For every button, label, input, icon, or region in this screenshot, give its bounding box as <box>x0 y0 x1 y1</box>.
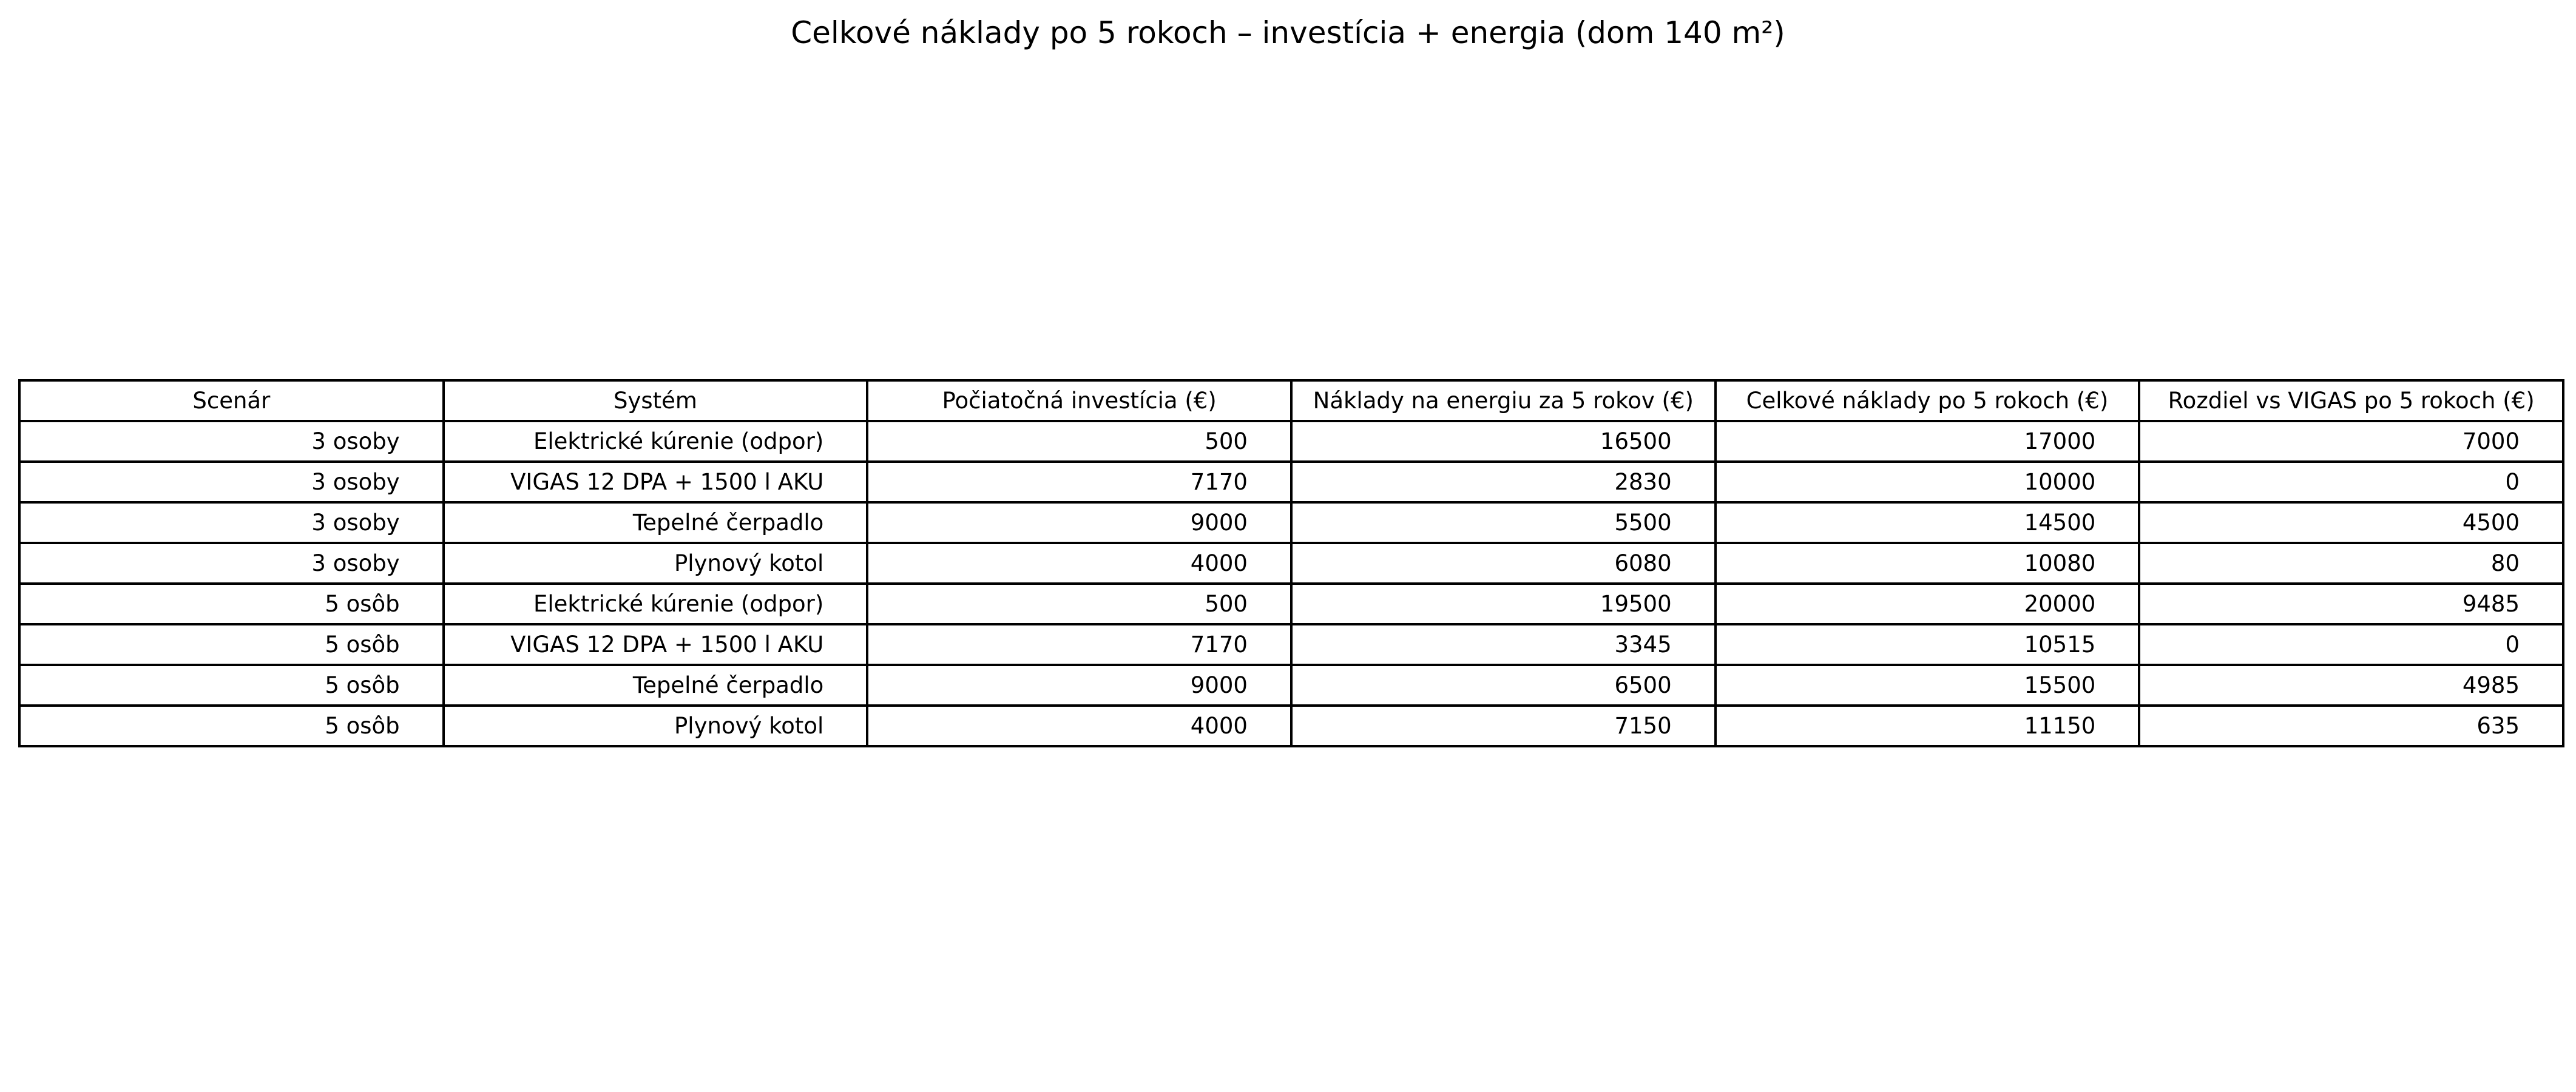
table-row <box>19 502 2563 543</box>
table-cell: 19500 <box>1291 584 1716 624</box>
table-cell: 500 <box>867 421 1291 462</box>
table-cell: Plynový kotol <box>444 706 868 746</box>
table-cell: 9000 <box>867 665 1291 706</box>
table-cell: 2830 <box>1291 462 1716 502</box>
table-row <box>19 421 2563 462</box>
table-cell: 16500 <box>1291 421 1716 462</box>
table-cell: 7170 <box>867 624 1291 665</box>
table-cell: 3 osoby <box>19 543 444 584</box>
table-cell: Plynový kotol <box>444 543 868 584</box>
column-header-difference: Rozdiel vs VIGAS po 5 rokoch (€) <box>2139 380 2563 421</box>
table-cell: 5500 <box>1291 502 1716 543</box>
table-cell: 10080 <box>1716 543 2140 584</box>
table-cell: 5 osôb <box>19 706 444 746</box>
table-cell: 80 <box>2139 543 2563 584</box>
table-cell: 10000 <box>1716 462 2140 502</box>
table-row <box>19 665 2563 706</box>
table-cell: 500 <box>867 584 1291 624</box>
table-cell: Elektrické kúrenie (odpor) <box>444 584 868 624</box>
table-row <box>19 706 2563 746</box>
table-cell: VIGAS 12 DPA + 1500 l AKU <box>444 462 868 502</box>
table-cell: 4500 <box>2139 502 2563 543</box>
column-header-energy-cost: Náklady na energiu za 5 rokov (€) <box>1291 380 1716 421</box>
column-header-system: Systém <box>444 380 868 421</box>
table-cell: 5 osôb <box>19 624 444 665</box>
table-cell: 4000 <box>867 706 1291 746</box>
table-cell: Tepelné čerpadlo <box>444 665 868 706</box>
table-cell: 14500 <box>1716 502 2140 543</box>
table-cell: 0 <box>2139 624 2563 665</box>
table-cell: 3 osoby <box>19 421 444 462</box>
table-cell: 3 osoby <box>19 462 444 502</box>
table-cell: VIGAS 12 DPA + 1500 l AKU <box>444 624 868 665</box>
table-cell: 17000 <box>1716 421 2140 462</box>
table-cell: 4000 <box>867 543 1291 584</box>
table-cell: Tepelné čerpadlo <box>444 502 868 543</box>
table-cell: Elektrické kúrenie (odpor) <box>444 421 868 462</box>
table-cell: 5 osôb <box>19 665 444 706</box>
column-header-investment: Počiatočná investícia (€) <box>867 380 1291 421</box>
table-cell: 9485 <box>2139 584 2563 624</box>
cost-table <box>18 379 2564 747</box>
table-cell: 10515 <box>1716 624 2140 665</box>
table-cell: 7150 <box>1291 706 1716 746</box>
table-cell: 6080 <box>1291 543 1716 584</box>
table-cell: 15500 <box>1716 665 2140 706</box>
table-cell: 11150 <box>1716 706 2140 746</box>
table-row <box>19 462 2563 502</box>
table-row <box>19 584 2563 624</box>
table-cell: 3 osoby <box>19 502 444 543</box>
column-header-scenario: Scenár <box>19 380 444 421</box>
table-cell: 4985 <box>2139 665 2563 706</box>
table-cell: 7170 <box>867 462 1291 502</box>
table-cell: 0 <box>2139 462 2563 502</box>
chart-title: Celkové náklady po 5 rokoch – investícia + energia (dom 140 m²) <box>791 15 1785 50</box>
table-row <box>19 624 2563 665</box>
column-header-total-cost: Celkové náklady po 5 rokoch (€) <box>1716 380 2140 421</box>
table-cell: 635 <box>2139 706 2563 746</box>
table-row <box>19 543 2563 584</box>
table-cell: 7000 <box>2139 421 2563 462</box>
header-row <box>19 380 2563 421</box>
table-cell: 5 osôb <box>19 584 444 624</box>
table-cell: 9000 <box>867 502 1291 543</box>
table-cell: 6500 <box>1291 665 1716 706</box>
table-cell: 3345 <box>1291 624 1716 665</box>
table-cell: 20000 <box>1716 584 2140 624</box>
